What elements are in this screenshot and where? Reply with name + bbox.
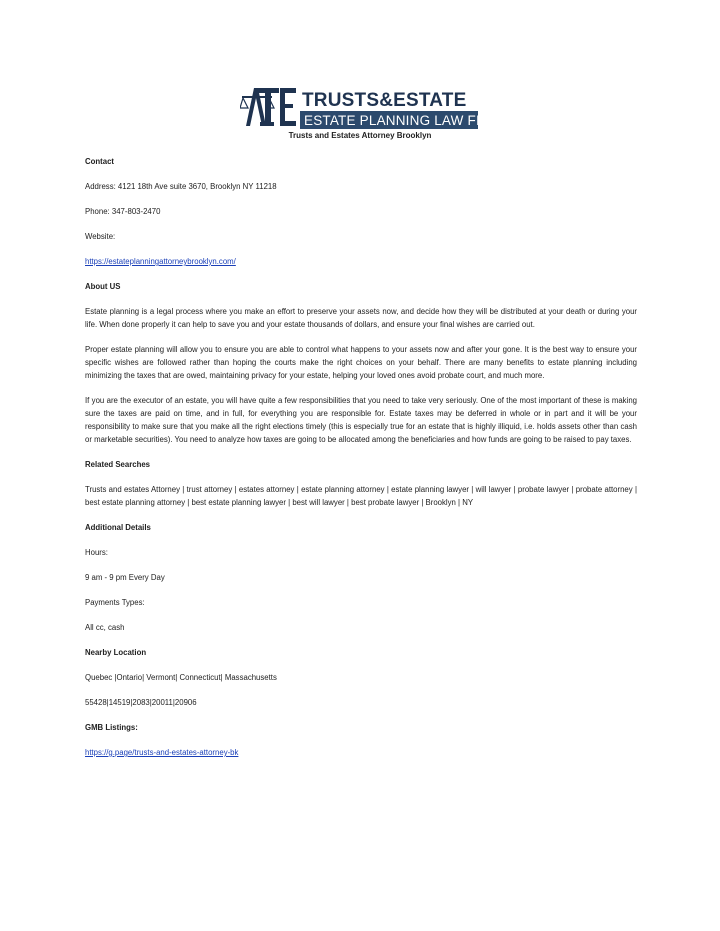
phone-text: Phone: 347-803-2470 xyxy=(85,207,161,216)
about-heading: About US xyxy=(85,282,121,291)
contact-heading: Contact xyxy=(85,157,115,166)
scales-te-logo-icon xyxy=(240,82,298,128)
nearby-zips: 55428|14519|2083|20011|20906 xyxy=(85,698,197,707)
hours-value: 9 am - 9 pm Every Day xyxy=(85,573,165,582)
logo-title: TRUSTS&ESTATE xyxy=(302,90,467,111)
gmb-heading: GMB Listings: xyxy=(85,723,138,732)
about-paragraph-1: Estate planning is a legal process where you make an effort to preserve your assets now, and decide how they will be distributed at your death or during your life. When done properly it can help to save you and your estate thousands of dollars, and ensure your final wishes are carried out. xyxy=(85,307,637,329)
about-paragraph-2: Proper estate planning will allow you to ensure you are able to control what happens to your assets now and after your gone. It is the best way to ensure your specific wishes are followed rather than hoping the courts make the right choices on your behalf. There are many benefits to estate planning including minimizing the taxes that are owed, maintaining privacy for your estate, helping your loved ones avoid probate court, and much more. xyxy=(85,345,637,380)
related-heading: Related Searches xyxy=(85,460,151,469)
website-label: Website: xyxy=(85,232,116,241)
logo-subtitle: ESTATE PLANNING LAW FIRM xyxy=(304,113,502,128)
firm-logo xyxy=(240,82,502,132)
payments-value: All cc, cash xyxy=(85,623,125,632)
payments-label: Payments Types: xyxy=(85,598,145,607)
related-searches-text: Trusts and estates Attorney | trust attorney | estates attorney | estate planning attorney | estate planning lawyer | will lawyer | probate lawyer | probate attorney | best estate planning attorney | best estate planning lawyer | best will lawyer | best probate lawyer | Brooklyn | NY xyxy=(85,485,637,507)
website-link[interactable]: https://estateplanningattorneybrooklyn.com/ xyxy=(85,257,236,266)
nearby-heading: Nearby Location xyxy=(85,648,147,657)
address-text: Address: 4121 18th Ave suite 3670, Brooklyn NY 11218 xyxy=(85,182,277,191)
details-heading: Additional Details xyxy=(85,523,151,532)
logo-caption: Trusts and Estates Attorney Brooklyn xyxy=(288,131,432,140)
about-paragraph-3: If you are the executor of an estate, you will have quite a few responsibilities that you need to take very seriously. One of the most important of these is making sure the taxes are paid on time, and in full, for everything you are responsible for. Estate taxes may be deferred in whole or in part and it will be your responsibility to make sure that you make all the right elections timely (this is especially true for an estate that is highly illiquid, i.e. holds assets other than cash or marketable securities). You need to analyze how taxes are going to be allocated among the beneficiaries and how funds are going to be raised to pay taxes. xyxy=(85,396,637,444)
document-body xyxy=(85,155,637,759)
hours-label: Hours: xyxy=(85,548,108,557)
gmb-link[interactable]: https://g.page/trusts-and-estates-attorney-bk xyxy=(85,748,239,757)
nearby-regions: Quebec |Ontario| Vermont| Connecticut| Massachusetts xyxy=(85,673,277,682)
